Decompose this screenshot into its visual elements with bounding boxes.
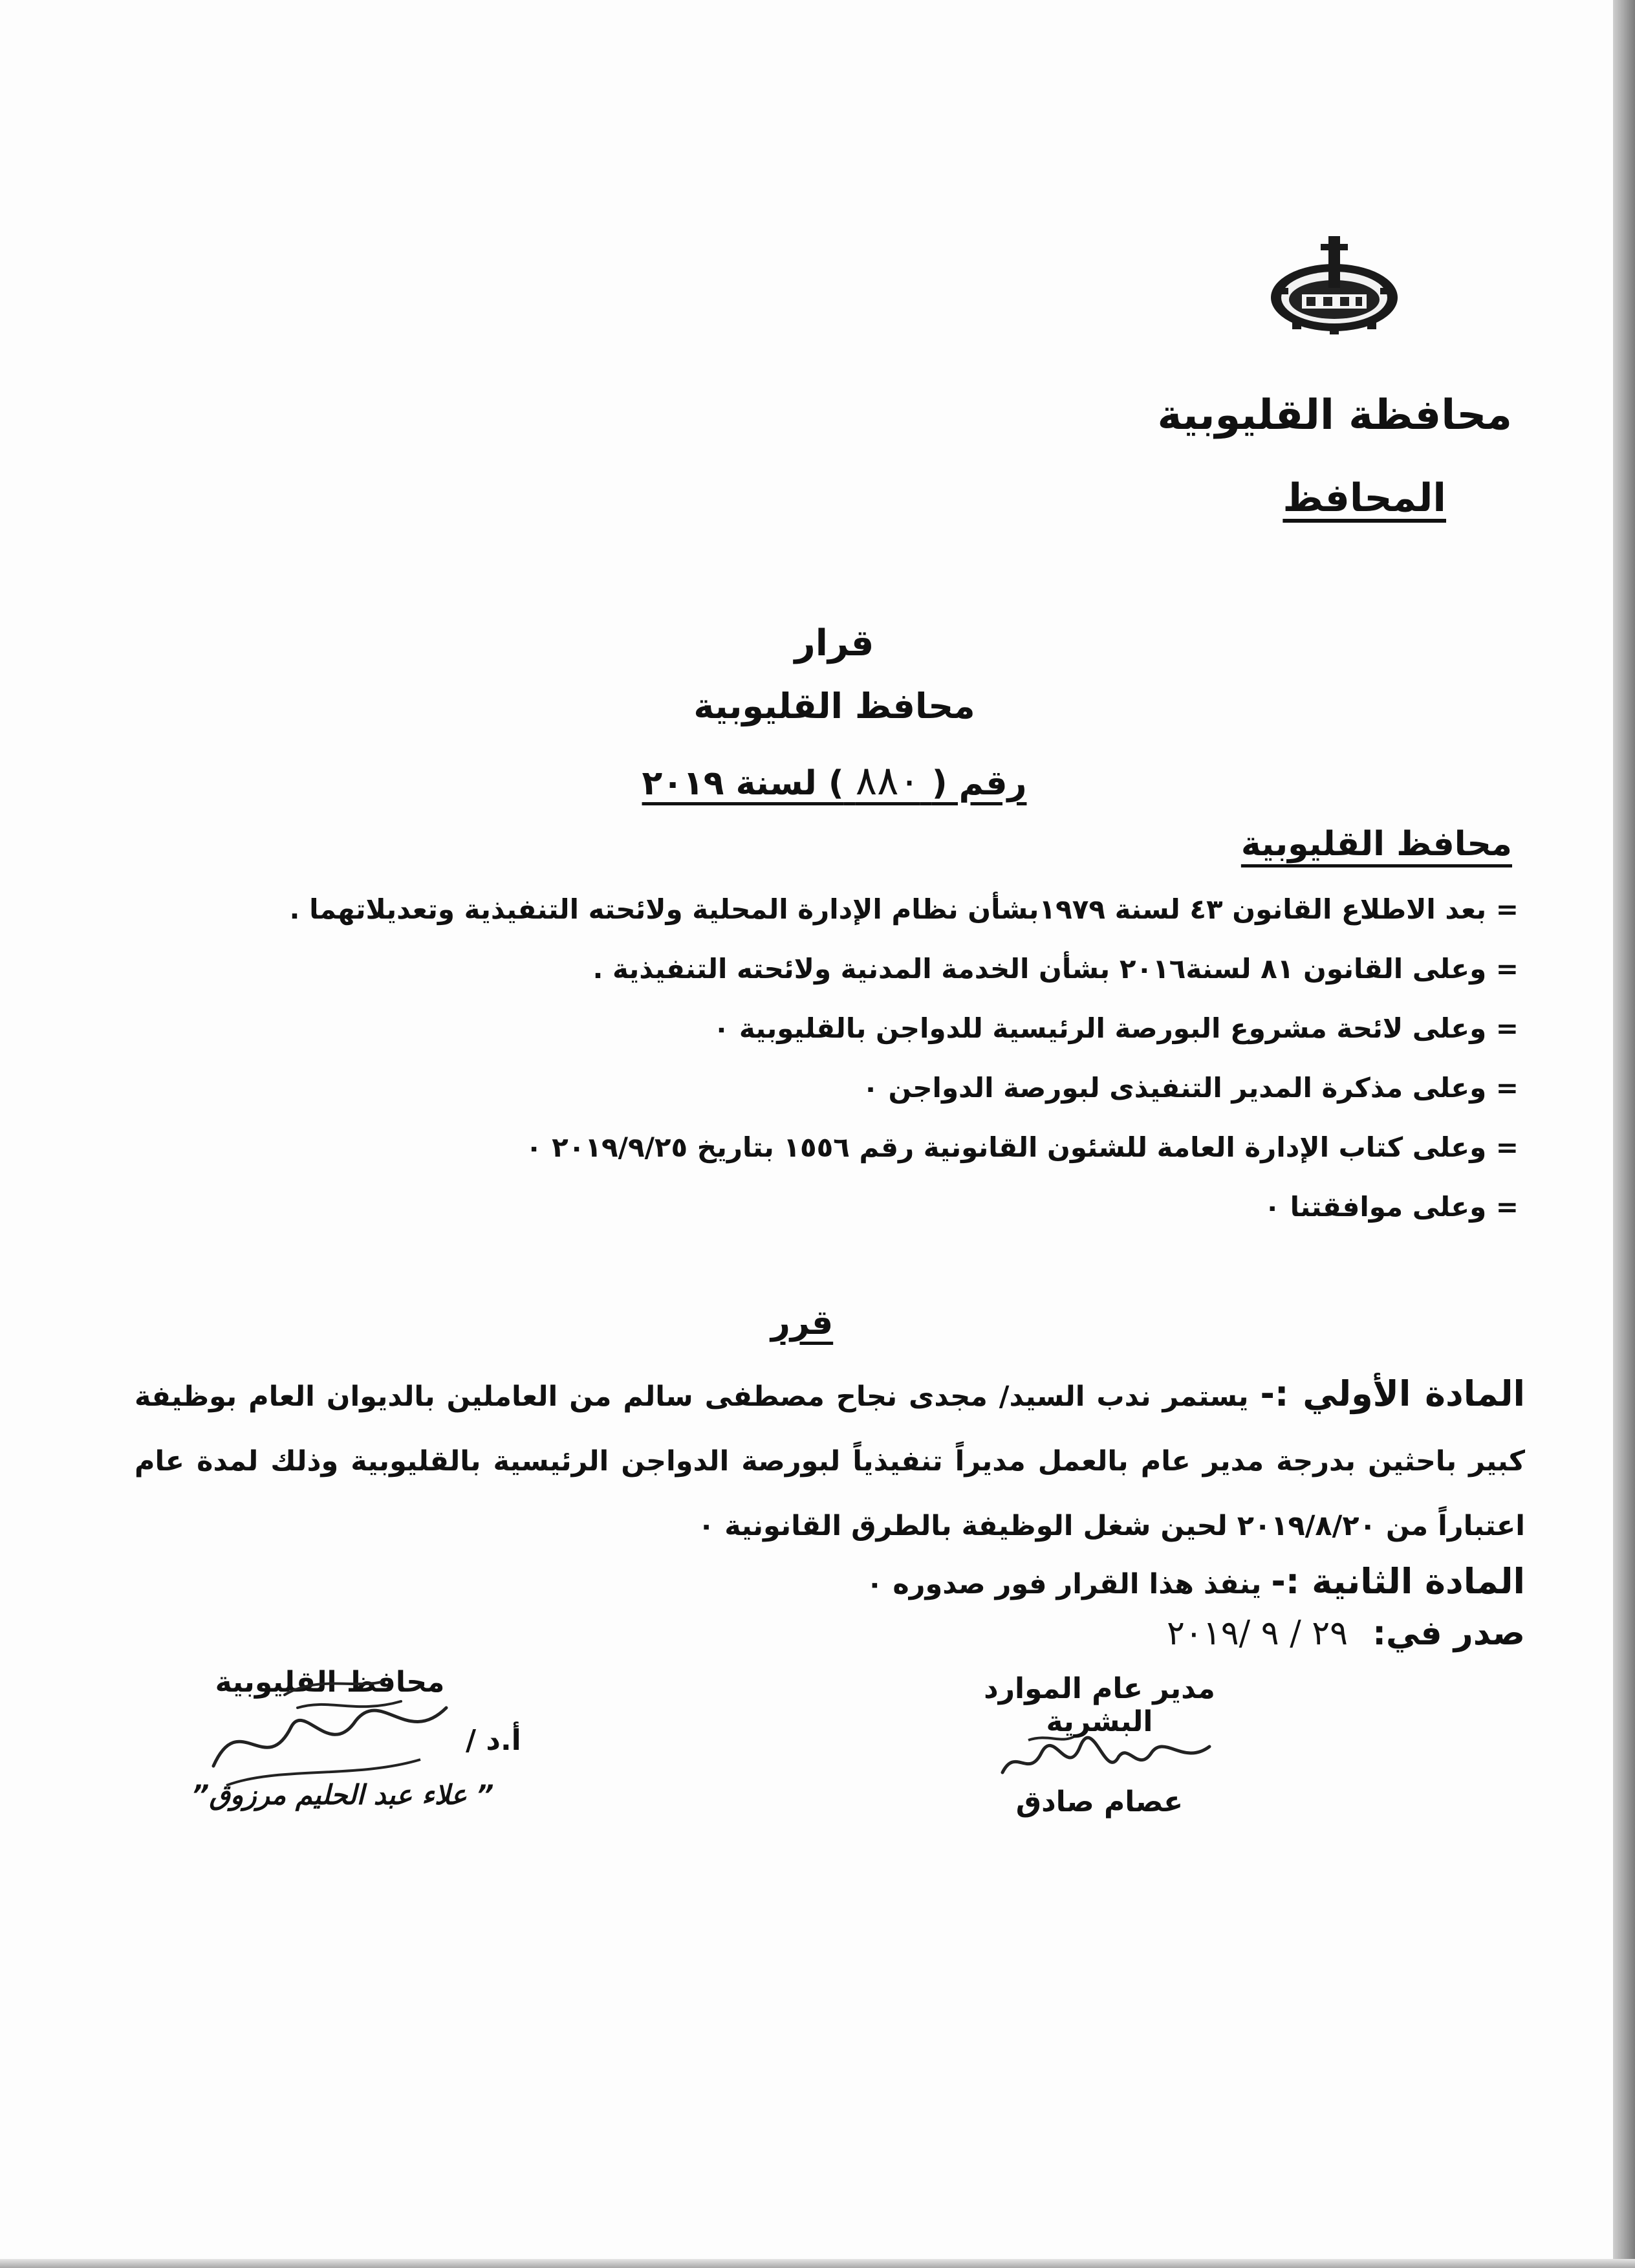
governorate-name: محافظة القليوبية [1157,391,1512,439]
decision-issuer: محافظ القليوبية [693,686,975,726]
hr-signature-icon [990,1721,1235,1792]
preamble-item: = وعلى لائحة مشروع البورصة الرئيسية للدواجن بالقليوبية ٠ [713,1012,1519,1044]
issued-date-line [1167,1614,1525,1653]
preamble-item: = وعلى مذكرة المدير التنفيذى لبورصة الدواجن ٠ [862,1072,1519,1104]
preamble-heading: محافظ القليوبية [1240,825,1512,864]
scan-page-edge-bottom [0,2259,1635,2268]
preamble-list [160,880,1519,1237]
article-2-label: المادة الثانية :- [1271,1561,1525,1602]
preamble-item: = بعد الاطلاع القانون ٤٣ لسنة ١٩٧٩بشأن نظام الإدارة المحلية ولائحته التنفيذية وتعديلاتهما . [289,893,1519,925]
article-1-text: يستمر ندب السيد/ مجدى نجاح مصطفى سالم من العاملين بالديوان العام بوظيفة كبير باحثين بدرجة مدير عام بالعمل مديراً تنفيذياً لبورصة الدواجن الرئيسية بالقليوبية وذلك لمدة عام اعتباراً من ٢٠١٩/٨/٢٠ لحين شغل الوظيفة بالطرق القانونية ٠ [135,1380,1525,1542]
article-2 [135,1549,1525,1617]
decision-number-suffix: ) لسنة ٢٠١٩ [642,764,844,803]
preamble-item: = وعلى كتاب الإدارة العامة للشئون القانونية رقم ١٥٥٦ بتاريخ ٢٠١٩/٩/٢٥ ٠ [525,1131,1519,1163]
hr-director-name: عصام صادق [1015,1785,1184,1818]
decides-heading: قرر [770,1303,834,1342]
office-title: المحافظ [1283,475,1446,521]
preamble-item: = وعلى القانون ٨١ لسنة٢٠١٦ بشأن الخدمة المدنية ولائحته التنفيذية . [592,953,1519,985]
governorate-logo-icon [1266,230,1402,336]
governor-prefix: أ.د / [466,1724,521,1757]
issued-date: ٢٩ / ٩ /٢٠١٩ [1166,1614,1348,1653]
governor-signature-title: محافظ القليوبية [215,1666,445,1699]
hr-director-title: مدير عام الموارد البشرية [984,1672,1215,1738]
decision-number-prefix: رقم ( [931,764,1027,803]
decision-number: ٨٨٠ [855,757,920,804]
scan-page-edge-right [1613,0,1635,2268]
article-1 [135,1362,1525,1558]
governor-name: ” علاء عبد الحليم مرزوق” [191,1779,494,1811]
decision-number-line [504,757,1164,804]
decision-heading: قرار [794,622,874,664]
article-2-text: ينفذ هذا القرار فور صدوره ٠ [866,1568,1262,1600]
preamble-item: = وعلى موافقتنا ٠ [1264,1191,1519,1223]
issued-label: صدر في: [1372,1614,1525,1653]
article-1-label: المادة الأولي :- [1260,1373,1525,1414]
